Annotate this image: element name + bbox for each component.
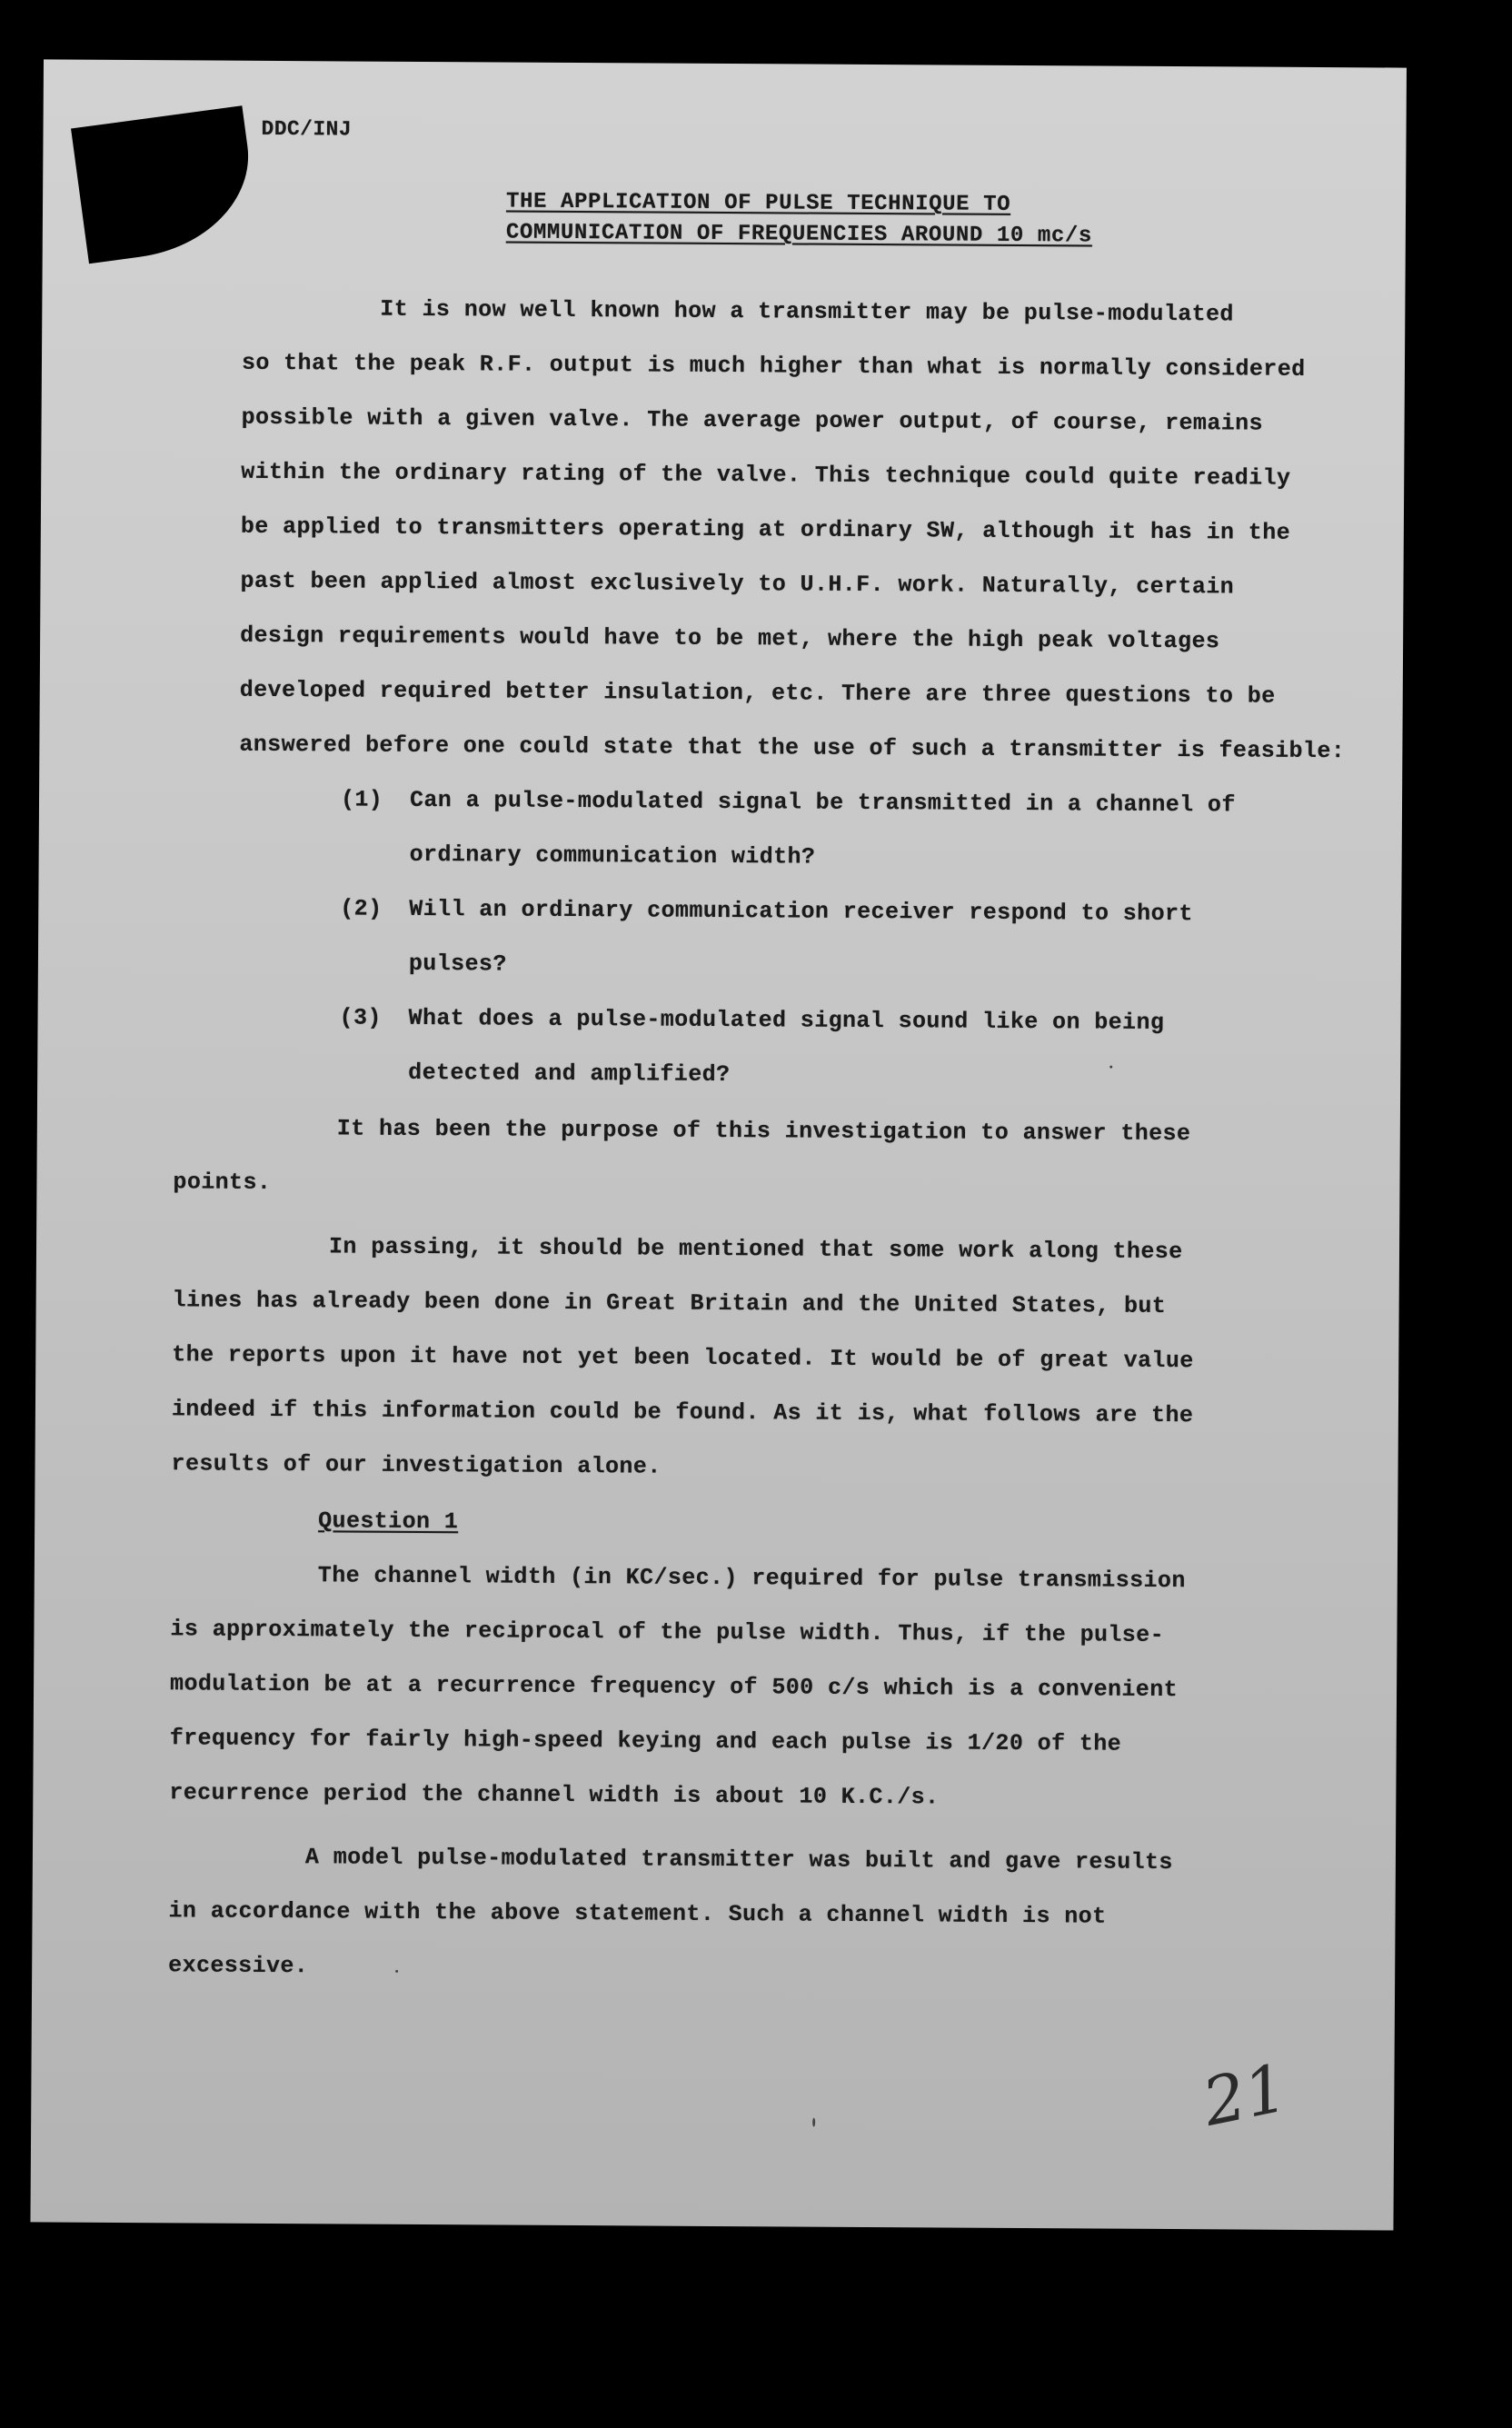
paragraph-4-line: The channel width (in KC/sec.) required for pulse transmission bbox=[317, 1562, 1186, 1595]
paragraph-1-line: be applied to transmitters operating at ordinary SW, although it has in the bbox=[240, 512, 1291, 546]
paragraph-4-line: is approximately the reciprocal of the pulse width. Thus, if the pulse- bbox=[170, 1616, 1165, 1648]
paragraph-3-line: In passing, it should be mentioned that some work along these bbox=[328, 1233, 1183, 1266]
paragraph-1-line: past been applied almost exclusively to U.H.F. work. Naturally, certain bbox=[240, 567, 1235, 601]
question-line: Can a pulse-modulated signal be transmitted in a channel of bbox=[409, 786, 1236, 819]
paragraph-2-line: It has been the purpose of this investigation to answer these bbox=[336, 1115, 1191, 1148]
reference-code: DDC/INJ bbox=[261, 116, 353, 142]
paragraph-5-line: in accordance with the above statement. Such a channel width is not bbox=[168, 1897, 1107, 1930]
section-heading: Question 1 bbox=[318, 1508, 459, 1536]
paragraph-5-line: excessive. bbox=[168, 1952, 309, 1980]
question-number: (3) bbox=[339, 1004, 382, 1031]
question-number: (2) bbox=[340, 895, 383, 922]
question-line: Will an ordinary communication receiver respond to short bbox=[409, 895, 1193, 928]
question-line: ordinary communication width? bbox=[409, 841, 816, 871]
paper-speck bbox=[395, 1970, 398, 1973]
paragraph-4-line: recurrence period the channel width is about 10 K.C./s. bbox=[169, 1779, 940, 1811]
handwritten-page-number: 21 bbox=[1196, 2049, 1294, 2141]
paragraph-1-line: It is now well known how a transmitter may be pulse-modulated bbox=[380, 295, 1234, 328]
paper-speck bbox=[812, 2118, 815, 2127]
document-page bbox=[30, 59, 1407, 2230]
paragraph-3-line: results of our investigation alone. bbox=[171, 1450, 662, 1480]
paragraph-4-line: frequency for fairly high-speed keying and each pulse is 1/20 of the bbox=[169, 1725, 1122, 1757]
paragraph-1-line: within the ordinary rating of the valve. This technique could quite readily bbox=[241, 458, 1291, 492]
paragraph-5-line: A model pulse-modulated transmitter was built and gave results bbox=[304, 1844, 1173, 1876]
paragraph-3-line: indeed if this information could be found. As it is, what follows are the bbox=[171, 1396, 1194, 1429]
paragraph-4-line: modulation be at a recurrence frequency of 500 c/s which is a convenient bbox=[170, 1670, 1179, 1704]
question-line: What does a pulse-modulated signal sound like on being bbox=[408, 1004, 1165, 1036]
paper-speck bbox=[1109, 1066, 1112, 1069]
question-line: detected and amplified? bbox=[408, 1059, 731, 1089]
document-body bbox=[44, 59, 1407, 1980]
question-number: (1) bbox=[340, 786, 383, 813]
paragraph-1-line: so that the peak R.F. output is much higher than what is normally considered bbox=[241, 349, 1306, 383]
paragraph-3-line: lines has already been done in Great Britain and the United States, but bbox=[172, 1287, 1167, 1319]
title-line-1: THE APPLICATION OF PULSE TECHNIQUE TO bbox=[505, 189, 1011, 217]
title-line-2: COMMUNICATION OF FREQUENCIES AROUND 10 mc/s bbox=[505, 220, 1093, 249]
torn-corner bbox=[71, 105, 260, 264]
paragraph-1-line: possible with a given valve. The average power output, of course, remains bbox=[241, 403, 1264, 437]
paragraph-1-line: answered before one could state that the use of such a transmitter is feasible: bbox=[239, 731, 1346, 765]
paragraph-1-line: design requirements would have to be met, where the high peak voltages bbox=[240, 622, 1220, 655]
paragraph-1-line: developed required better insulation, etc. There are three questions to be bbox=[239, 676, 1276, 710]
paragraph-2-line: points. bbox=[173, 1169, 272, 1196]
paragraph-3-line: the reports upon it have not yet been located. It would be of great value bbox=[172, 1341, 1194, 1375]
question-line: pulses? bbox=[408, 950, 507, 978]
